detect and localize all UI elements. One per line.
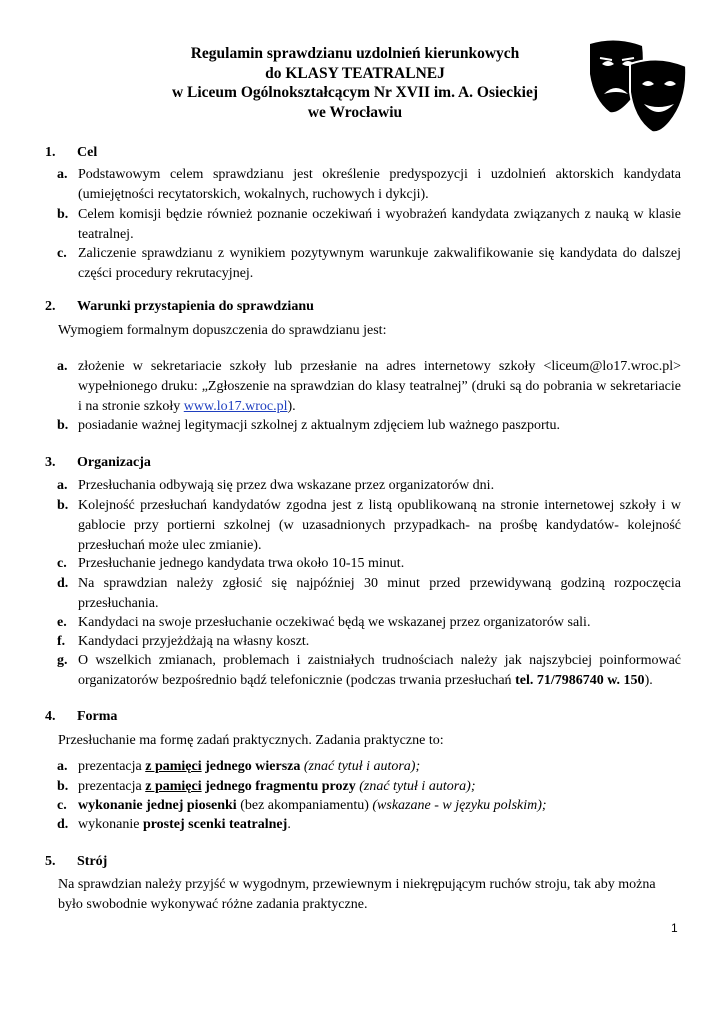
theatre-masks-icon	[586, 38, 690, 133]
list-item: g. O wszelkich zmianach, problemach i zaistniałych trudnościach należy jak najszybciej poinformować organizatorów bezpośrednio bądź telefonicznie (podczas trwania przesłuchań tel. 71/7986740 w. 150).	[57, 653, 681, 688]
list-item: a. Przesłuchania odbywają się przez dwa wskazane przez organizatorów dni.	[57, 478, 495, 493]
list-item: c. wykonanie jednej piosenki (bez akompaniamentu) (wskazane - w języku polskim);	[57, 798, 547, 813]
list-item: a. prezentacja z pamięci jednego wiersza (znać tytuł i autora);	[57, 759, 421, 774]
list-item: e. Kandydaci na swoje przesłuchanie oczekiwać będą we wskazanej przez organizatorów sali.	[57, 615, 591, 630]
title-line-3: w Liceum Ogólnokształcącym Nr XVII im. A. Osieckiej	[171, 84, 539, 101]
list-item: f. Kandydaci przyjeżdżają na własny koszt.	[57, 634, 310, 649]
title-line-4: we Wrocławiu	[307, 103, 403, 121]
list-item: c. Przesłuchanie jednego kandydata trwa około 10-15 minut.	[57, 556, 405, 571]
page-number: 1	[671, 921, 678, 935]
section-3-heading: 3. Organizacja	[45, 455, 151, 470]
title-line-2: do KLASY TEATRALNEJ	[265, 64, 445, 82]
list-item: b. Celem komisji będzie również poznanie oczekiwań i wyobrażeń kandydata związanych z nauką w klasie teatralnej.	[57, 207, 681, 242]
list-item: a. złożenie w sekretariacie szkoły lub przesłanie na adres internetowy szkoły <liceum@lo17.wroc.pl> wypełnionego druku: „Zgłoszenie na sprawdzian do klasy teatralnej” (druki są do pobrania w sekretariacie i na stronie szkoły www.lo17.wroc.pl).	[57, 359, 681, 414]
section-1-heading: 1. Cel	[45, 145, 98, 160]
list-item: b. posiadanie ważnej legitymacji szkolnej z aktualnym zdjęciem lub ważnego paszportu.	[57, 418, 561, 433]
list-item: d. Na sprawdzian należy zgłosić się najpóźniej 30 minut przed przewidywaną godziną rozpoczęcia przesłuchania.	[57, 576, 681, 611]
document-title	[120, 44, 590, 122]
list-item: d. wykonanie prostej scenki teatralnej.	[57, 817, 291, 832]
section-5-heading: 5. Strój	[45, 854, 108, 869]
title-line-1: Regulamin sprawdzianu uzdolnień kierunkowych	[190, 45, 520, 62]
list-item: c. Zaliczenie sprawdzianu z wynikiem pozytywnym warunkuje zakwalifikowanie się kandydata do dalszej części procedury rekrutacyjnej.	[57, 246, 681, 281]
section-4-heading: 4. Forma	[45, 709, 118, 724]
section-5-text: Na sprawdzian należy przyjść w wygodnym, przewiewnym i niekrępującym ruchów stroju, tak aby można było swobodnie wykonywać różne zadania praktyczne.	[58, 877, 656, 912]
phone-number: tel. 71/7986740 w. 150	[515, 672, 645, 688]
school-website-link[interactable]: www.lo17.wroc.pl	[183, 398, 288, 414]
comedy-mask-icon	[630, 59, 686, 132]
section-4-intro: Przesłuchanie ma formę zadań praktycznych. Zadania praktyczne to:	[58, 733, 444, 748]
list-item: b. prezentacja z pamięci jednego fragmentu prozy (znać tytuł i autora);	[57, 779, 476, 794]
section-2-intro: Wymogiem formalnym dopuszczenia do sprawdzianu jest:	[58, 323, 387, 338]
section-2-heading: 2. Warunki przystapienia do sprawdzianu	[45, 299, 314, 314]
list-item: b. Kolejność przesłuchań kandydatów zgodna jest z listą opublikowaną na stronie internetowej szkoły i w gablocie przy portierni szkolnej (w uzasadnionych przypadkach- na prośbę kandydatów- kolejność przesłuchań może ulec zmianie).	[57, 498, 681, 553]
list-item: a. Podstawowym celem sprawdzianu jest określenie predyspozycji i uzdolnień aktorskich kandydata (umiejętności recytatorskich, wokalnych, ruchowych i dykcji).	[57, 167, 681, 202]
